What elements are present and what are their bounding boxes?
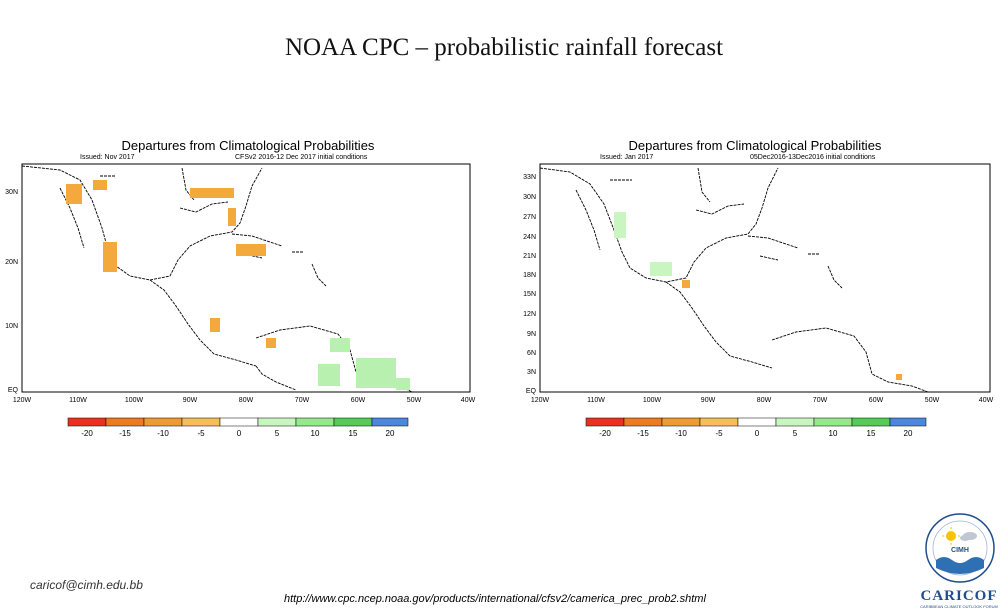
svg-text:EQ: EQ (7, 387, 18, 394)
legend-label: 10 (828, 429, 838, 438)
legend-label: 20 (903, 429, 913, 438)
map-valid-label: Issued: Nov 2017 (80, 154, 135, 161)
legend-swatch (586, 418, 624, 426)
svg-text:50W: 50W (924, 397, 940, 404)
svg-text:100W: 100W (642, 397, 662, 404)
map-frame (22, 164, 470, 392)
svg-text:24N: 24N (523, 234, 536, 241)
svg-text:3N: 3N (527, 369, 536, 376)
lat-axis-labels (523, 174, 536, 395)
svg-text:90W: 90W (700, 397, 716, 404)
logo-name: CARICOF (920, 588, 998, 604)
svg-text:20N: 20N (5, 259, 18, 266)
legend-label: -20 (81, 429, 93, 438)
svg-text:90W: 90W (182, 397, 198, 404)
legend-label: -20 (599, 429, 611, 438)
map-title: Departures from Climatological Probabilities (628, 138, 882, 153)
legend-swatch (144, 418, 182, 426)
legend-label: 0 (754, 429, 760, 438)
legend-label: 5 (792, 429, 798, 438)
color-legend (68, 418, 408, 438)
legend-swatch (334, 418, 372, 426)
color-legend (586, 418, 926, 438)
legend-swatch (296, 418, 334, 426)
lon-axis-labels (13, 397, 476, 404)
forecast-map-right (510, 128, 1000, 438)
legend-label: -15 (637, 429, 649, 438)
svg-text:110W: 110W (587, 397, 605, 404)
svg-text:80W: 80W (238, 397, 254, 404)
logo-acronym: CIMH (951, 547, 969, 554)
legend-swatch (890, 418, 926, 426)
svg-text:60W: 60W (868, 397, 884, 404)
svg-text:30N: 30N (5, 189, 18, 196)
legend-swatch (624, 418, 662, 426)
map-valid-label: Issued: Jan 2017 (600, 154, 654, 161)
svg-text:120W: 120W (530, 397, 550, 404)
legend-label: 15 (348, 429, 358, 438)
map-title: Departures from Climatological Probabilities (121, 138, 375, 153)
legend-swatch (662, 418, 700, 426)
legend-label: 20 (385, 429, 395, 438)
legend-swatch (738, 418, 776, 426)
svg-text:18N: 18N (523, 272, 536, 279)
map-subtitle: 05Dec2016-13Dec2016 initial conditions (750, 154, 876, 161)
legend-label: -15 (119, 429, 131, 438)
legend-label: 10 (310, 429, 320, 438)
forecast-map-left (0, 128, 490, 438)
legend-label: 5 (274, 429, 280, 438)
slide-title: NOAA CPC – probabilistic rainfall forecast (284, 34, 724, 61)
legend-swatch (776, 418, 814, 426)
lat-axis-labels (5, 189, 18, 394)
svg-text:80W: 80W (756, 397, 772, 404)
svg-text:21N: 21N (523, 253, 536, 260)
legend-label: -10 (157, 429, 169, 438)
legend-label: 15 (866, 429, 876, 438)
legend-label: 0 (236, 429, 242, 438)
legend-label: -10 (675, 429, 687, 438)
contact-email[interactable]: caricof@cimh.edu.bb (30, 578, 143, 592)
lon-axis-labels (531, 397, 994, 404)
logo-tagline: CARIBBEAN CLIMATE OUTLOOK FORUM (920, 604, 998, 609)
legend-label: -5 (197, 429, 205, 438)
svg-text:15N: 15N (523, 291, 536, 298)
svg-text:70W: 70W (812, 397, 828, 404)
svg-text:110W: 110W (69, 397, 87, 404)
legend-swatch (220, 418, 258, 426)
legend-swatch (852, 418, 890, 426)
svg-text:9N: 9N (527, 331, 536, 338)
svg-text:30N: 30N (523, 194, 536, 201)
svg-text:40W: 40W (460, 397, 476, 404)
legend-swatch (258, 418, 296, 426)
legend-swatch (700, 418, 738, 426)
svg-text:27N: 27N (523, 214, 536, 221)
legend-swatch (106, 418, 144, 426)
legend-swatch (372, 418, 408, 426)
svg-text:40W: 40W (978, 397, 994, 404)
legend-swatch (68, 418, 106, 426)
source-url[interactable]: http://www.cpc.ncep.noaa.gov/products/international/cfsv2/camerica_prec_prob2.shtml (284, 593, 706, 605)
svg-text:70W: 70W (294, 397, 310, 404)
svg-text:50W: 50W (406, 397, 422, 404)
legend-label: -5 (715, 429, 723, 438)
svg-text:6N: 6N (527, 350, 536, 357)
caricof-logo (910, 508, 1008, 610)
svg-text:10N: 10N (5, 323, 18, 330)
map-subtitle: CFSv2 2016-12 Dec 2017 initial conditions (235, 154, 368, 161)
svg-text:12N: 12N (523, 311, 536, 318)
svg-text:33N: 33N (523, 174, 536, 181)
legend-swatch (182, 418, 220, 426)
legend-swatch (814, 418, 852, 426)
svg-text:100W: 100W (124, 397, 144, 404)
svg-text:60W: 60W (350, 397, 366, 404)
svg-text:EQ: EQ (525, 388, 536, 395)
svg-text:120W: 120W (12, 397, 32, 404)
